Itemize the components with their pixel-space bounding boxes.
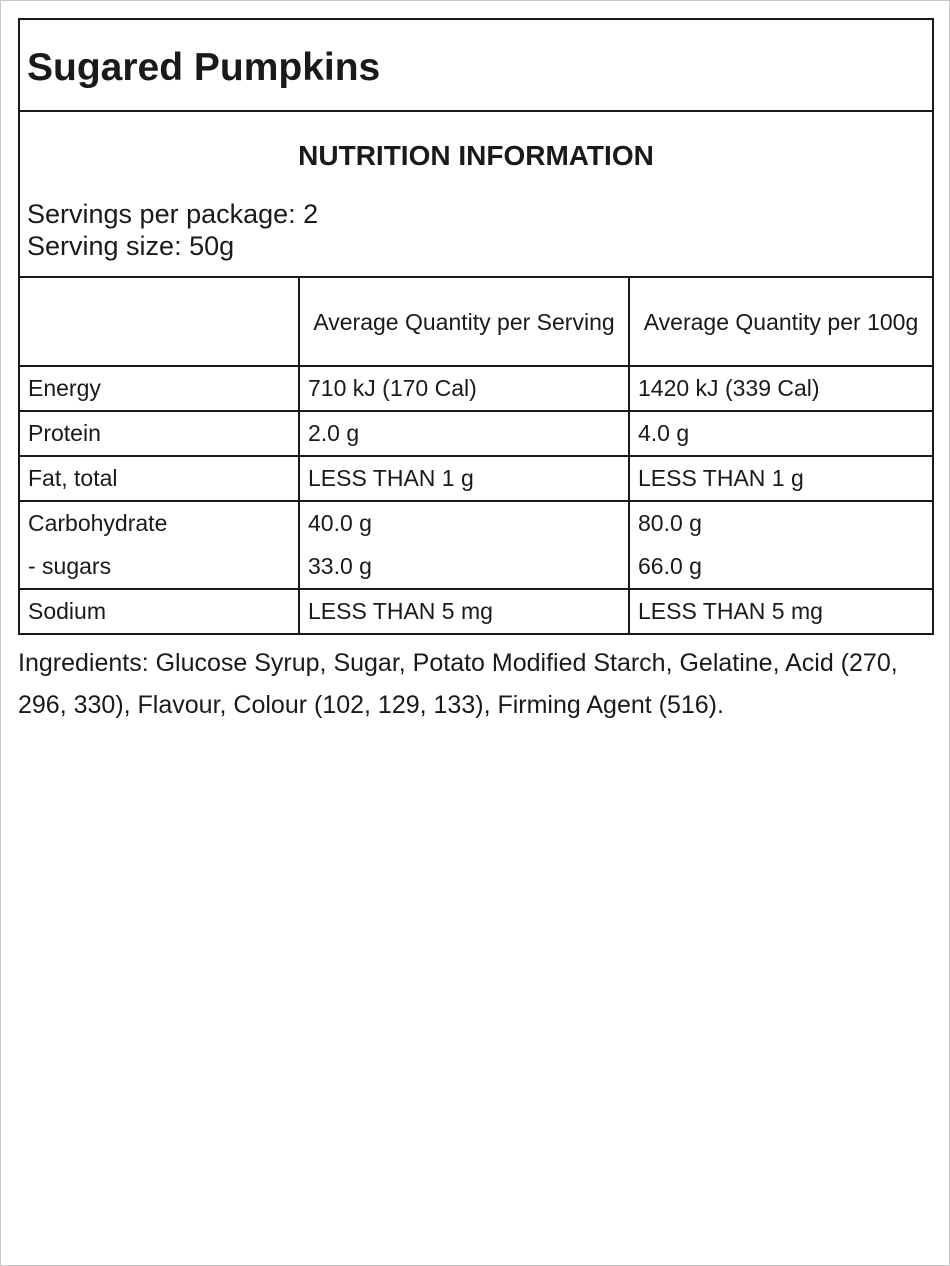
table-row-sodium [20, 589, 932, 633]
table-row-fat-total [20, 456, 932, 501]
per-100g-value: 80.0 g [629, 501, 932, 545]
header-cell-per-100g: Average Quantity per 100g [629, 278, 932, 366]
nutrition-panel [18, 18, 934, 635]
table-row-carbohydrate [20, 501, 932, 545]
servings-per-package: Servings per package: 2 [27, 199, 319, 229]
product-title: Sugared Pumpkins [20, 20, 932, 112]
per-serving-value: 33.0 g [299, 545, 629, 589]
servings-info [27, 198, 318, 262]
per-serving-value: LESS THAN 1 g [299, 456, 629, 501]
per-100g-value: 1420 kJ (339 Cal) [629, 366, 932, 411]
row-label: Sodium [28, 598, 106, 624]
serving-size: Serving size: 50g [27, 231, 235, 261]
row-label: Protein [20, 411, 299, 456]
per-serving-value: 710 kJ (170 Cal) [299, 366, 629, 411]
per-100g-value: LESS THAN 1 g [629, 456, 932, 501]
ingredients-text: Ingredients: Glucose Syrup, Sugar, Potato Modified Starch, Gelatine, Acid (270, 296, 330), Flavour, Colour (102, 129, 133), Firming Agent (516). [18, 649, 898, 719]
row-label: - sugars [20, 545, 299, 589]
nutrition-heading: NUTRITION INFORMATION [298, 140, 654, 171]
per-100g-value: LESS THAN 5 mg [629, 589, 932, 633]
row-label: Energy [20, 366, 299, 411]
per-100g-value: 66.0 g [629, 545, 932, 589]
table-row-energy [20, 366, 932, 411]
row-label: Fat, total [20, 456, 299, 501]
table-row-protein [20, 411, 932, 456]
header-cell-blank [20, 278, 299, 366]
per-serving-value: 2.0 g [299, 411, 629, 456]
table-row-sugars [20, 545, 932, 589]
per-serving-value: LESS THAN 5 mg [299, 589, 629, 633]
per-serving-value: 40.0 g [299, 501, 629, 545]
nutrition-table [20, 278, 932, 633]
table-header-row [20, 278, 932, 366]
nutrition-info-block [20, 112, 932, 278]
header-cell-per-serving: Average Quantity per Serving [299, 278, 629, 366]
per-100g-value: 4.0 g [629, 411, 932, 456]
row-label: Carbohydrate [28, 510, 168, 536]
